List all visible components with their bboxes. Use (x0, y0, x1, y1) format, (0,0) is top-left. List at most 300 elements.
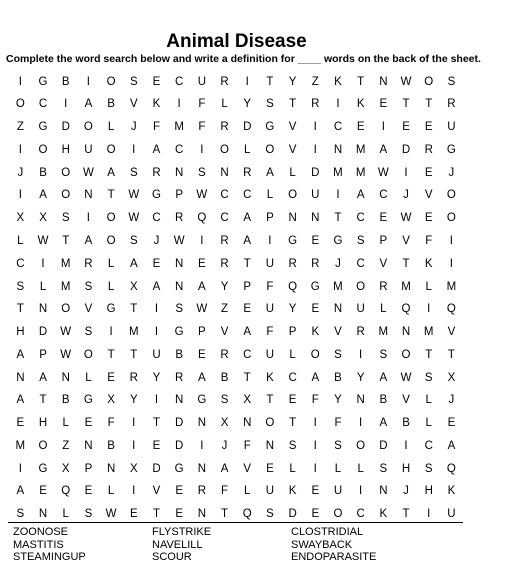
grid-letter: N (84, 439, 93, 452)
grid-letter: R (84, 257, 93, 270)
grid-letter: T (107, 189, 115, 202)
grid-letter: I (109, 326, 113, 339)
grid-letter: L (380, 303, 387, 316)
grid-letter: U (447, 508, 456, 521)
grid-letter: U (265, 485, 275, 498)
grid-letter: U (84, 143, 93, 156)
grid-letter: O (106, 212, 116, 225)
grid-letter: W (82, 166, 94, 179)
grid-letter: B (107, 439, 115, 452)
grid-letter: N (197, 417, 206, 430)
grid-letter: G (174, 326, 184, 339)
grid-letter: I (336, 189, 340, 202)
grid-letter: V (402, 234, 410, 247)
grid-letter: Y (288, 75, 297, 88)
grid-letter: P (266, 212, 274, 225)
grid-letter: R (311, 98, 320, 111)
grid-letter: I (313, 462, 317, 475)
grid-letter: L (425, 417, 432, 430)
grid-letter: S (334, 348, 342, 361)
grid-letter: S (61, 212, 70, 225)
grid-letter: H (61, 143, 70, 156)
grid-letter: E (129, 508, 138, 521)
grid-letter: W (128, 189, 140, 202)
grid-letter: E (243, 303, 252, 316)
grid-letter: L (357, 462, 364, 475)
grid-letter: N (38, 508, 48, 521)
grid-letter: I (200, 439, 204, 452)
grid-letter: X (129, 280, 138, 293)
grid-letter: S (379, 348, 388, 361)
grid-letter: N (401, 326, 411, 339)
word-list-item: STEAMINGUP (13, 551, 86, 563)
grid-letter: I (18, 462, 22, 475)
grid-letter: A (198, 371, 206, 384)
grid-letter: T (152, 508, 160, 521)
grid-letter: T (130, 303, 138, 316)
grid-letter: B (220, 371, 229, 384)
grid-letter: N (106, 462, 116, 475)
grid-letter: L (107, 485, 115, 498)
grid-letter: S (447, 75, 456, 88)
word-list (13, 526, 473, 564)
grid-letter: G (446, 143, 456, 156)
grid-letter: E (424, 166, 433, 179)
grid-letter: K (424, 257, 433, 270)
grid-letter: Z (62, 439, 70, 452)
grid-letter: I (245, 75, 249, 88)
grid-letter: S (16, 280, 25, 293)
grid-letter: J (17, 166, 24, 179)
grid-letter: L (425, 394, 432, 407)
grid-letter: C (424, 439, 433, 452)
grid-letter: X (107, 394, 115, 407)
grid-letter: E (39, 485, 47, 498)
grid-letter: D (38, 326, 48, 339)
grid-letter: O (83, 348, 93, 361)
grid-letter: E (402, 121, 410, 134)
grid-letter: O (220, 143, 229, 156)
grid-letter: D (243, 121, 252, 134)
grid-letter: R (220, 75, 229, 88)
grid-letter: X (129, 462, 138, 475)
grid-letter: N (38, 303, 48, 316)
grid-letter: I (200, 234, 204, 247)
grid-letter: N (333, 143, 343, 156)
grid-letter: G (288, 234, 298, 247)
grid-letter: J (335, 257, 341, 270)
grid-letter: L (244, 143, 251, 156)
grid-letter: S (334, 439, 342, 452)
grid-letter: N (197, 462, 206, 475)
grid-letter: E (311, 234, 320, 247)
grid-letter: Y (243, 98, 252, 111)
grid-letter: R (220, 234, 229, 247)
grid-letter: Y (152, 371, 161, 384)
grid-letter: L (107, 121, 115, 134)
grid-letter: A (39, 371, 47, 384)
grid-letter: V (129, 98, 138, 111)
grid-letter: R (220, 257, 229, 270)
grid-letter: O (356, 280, 366, 293)
grid-letter: F (334, 417, 342, 430)
grid-letter: S (84, 280, 93, 293)
grid-letter: W (37, 234, 49, 247)
grid-letter: J (403, 189, 409, 202)
grid-letter: A (379, 417, 388, 430)
grid-letter: M (446, 280, 457, 293)
grid-letter: A (152, 280, 161, 293)
grid-letter: M (174, 121, 184, 134)
grid-letter: W (377, 166, 389, 179)
grid-letter: C (220, 212, 229, 225)
grid-letter: B (39, 166, 47, 179)
grid-letter: O (38, 143, 48, 156)
grid-letter: I (18, 143, 22, 156)
grid-letter: G (106, 303, 116, 316)
grid-letter: N (175, 166, 184, 179)
grid-letter: I (154, 303, 159, 316)
grid-letter: V (243, 462, 252, 475)
grid-letter: W (400, 212, 412, 225)
grid-letter: N (84, 189, 93, 202)
grid-letter: J (403, 485, 409, 498)
grid-letter: H (424, 485, 433, 498)
grid-letter: E (198, 257, 206, 270)
grid-letter: N (175, 280, 184, 293)
grid-letter: O (61, 189, 71, 202)
grid-letter: W (128, 212, 140, 225)
grid-letter: V (447, 326, 456, 339)
grid-letter: Z (311, 75, 319, 88)
grid-letter: V (424, 189, 433, 202)
grid-letter: Z (221, 303, 229, 316)
grid-letter: E (175, 485, 183, 498)
grid-letter: I (41, 257, 45, 270)
grid-letter: R (243, 166, 252, 179)
grid-letter: F (243, 439, 251, 452)
grid-letter: V (220, 326, 229, 339)
grid-letter: T (289, 98, 297, 111)
grid-letter: T (357, 75, 365, 88)
grid-letter: C (356, 257, 365, 270)
grid-letter: Q (288, 280, 298, 293)
grid-letter: A (220, 462, 229, 475)
grid-letter: A (152, 143, 161, 156)
grid-letter: C (16, 257, 25, 270)
grid-letter: A (16, 485, 25, 498)
grid-letter: I (154, 394, 159, 407)
grid-letter: D (379, 439, 388, 452)
grid-letter: A (84, 234, 93, 247)
grid-letter: I (132, 417, 136, 430)
grid-letter: I (313, 143, 317, 156)
page-title: Animal Disease (166, 31, 307, 52)
grid-letter: U (356, 303, 365, 316)
grid-letter: P (84, 462, 93, 475)
grid-letter: F (152, 121, 160, 134)
grid-letter: A (311, 371, 320, 384)
grid-letter: T (266, 75, 274, 88)
grid-letter: U (197, 75, 206, 88)
word-list-item: ENDOPARASITE (291, 551, 377, 563)
grid-letter: A (447, 439, 456, 452)
grid-letter: M (15, 439, 26, 452)
grid-letter: S (16, 508, 25, 521)
grid-letter: A (84, 98, 93, 111)
grid-letter: I (313, 121, 317, 134)
grid-letter: N (379, 75, 388, 88)
grid-letter: L (17, 234, 24, 247)
grid-letter: T (425, 348, 433, 361)
grid-letter: O (288, 189, 298, 202)
grid-letter: U (447, 121, 456, 134)
grid-letter: T (243, 371, 251, 384)
grid-letter: N (243, 417, 252, 430)
grid-letter: G (265, 121, 275, 134)
grid-letter: M (423, 326, 434, 339)
grid-letter: A (129, 257, 138, 270)
grid-letter: S (84, 508, 93, 521)
grid-letter: U (265, 303, 275, 316)
grid-letter: R (379, 280, 388, 293)
grid-letter: M (401, 280, 411, 293)
grid-letter: F (221, 485, 229, 498)
grid-letter: K (152, 98, 161, 111)
grid-letter: O (265, 143, 275, 156)
grid-letter: E (356, 121, 365, 134)
grid-letter: E (379, 212, 388, 225)
grid-letter: S (175, 303, 183, 316)
grid-letter: R (175, 212, 184, 225)
grid-letter: R (152, 166, 161, 179)
grid-letter: L (62, 508, 69, 521)
grid-letter: D (311, 166, 320, 179)
grid-letter: K (266, 371, 274, 384)
grid-letter: N (175, 257, 184, 270)
grid-letter: I (177, 98, 181, 111)
grid-letter: O (333, 508, 343, 521)
grid-letter: F (107, 417, 115, 430)
grid-letter: E (84, 485, 93, 498)
grid-letter: Y (334, 394, 342, 407)
grid-letter: F (266, 280, 274, 293)
grid-letter: C (243, 189, 252, 202)
word-list-item: MASTITIS (13, 538, 64, 551)
grid-letter: O (106, 234, 116, 247)
grid-letter: G (174, 462, 184, 475)
grid-letter: P (243, 280, 252, 293)
grid-letter: O (401, 348, 411, 361)
grid-letter: A (39, 189, 47, 202)
grid-letter: K (379, 508, 388, 521)
grid-letter: N (16, 371, 25, 384)
grid-letter: T (425, 98, 433, 111)
grid-letter: O (106, 143, 116, 156)
grid-letter: X (447, 371, 456, 384)
grid-letter: L (107, 280, 115, 293)
grid-letter: S (424, 371, 433, 384)
grid-letter: G (197, 394, 207, 407)
grid-letter: X (243, 394, 252, 407)
grid-letter: A (356, 189, 365, 202)
grid-letter: W (60, 326, 72, 339)
grid-letter: J (221, 439, 228, 452)
grid-letter: S (84, 326, 93, 339)
grid-letter: H (401, 462, 411, 475)
grid-letter: Q (446, 462, 456, 475)
grid-letter: Q (61, 485, 71, 498)
grid-letter: B (61, 394, 70, 407)
grid-letter: U (333, 485, 343, 498)
grid-letter: S (220, 394, 229, 407)
grid-letter: A (243, 234, 252, 247)
grid-letter: L (425, 280, 432, 293)
grid-letter: X (16, 212, 25, 225)
grid-letter: E (424, 212, 433, 225)
word-list-item: FLYSTRIKE (152, 526, 212, 538)
grid-letter: J (448, 166, 455, 179)
word-list-item: SCOUR (152, 551, 192, 563)
grid-letter: D (61, 121, 70, 134)
grid-letter: A (198, 280, 206, 293)
grid-letter: P (39, 348, 47, 361)
grid-letter: I (359, 348, 363, 361)
grid-letter: I (449, 257, 453, 270)
grid-letter: J (153, 234, 160, 247)
grid-letter: K (356, 98, 365, 111)
grid-letter: U (265, 348, 275, 361)
grid-letter: T (402, 257, 410, 270)
grid-letter: O (106, 75, 116, 88)
grid-letter: A (243, 326, 252, 339)
grid-letter: Y (220, 280, 229, 293)
grid-letter: G (333, 234, 343, 247)
grid-letter: A (243, 212, 252, 225)
grid-letter: J (448, 394, 455, 407)
grid-letter: I (336, 98, 340, 111)
grid-letter: W (196, 303, 208, 316)
grid-letter: N (175, 394, 184, 407)
grid-letter: C (175, 143, 184, 156)
grid-letter: E (107, 371, 115, 384)
grid-letter: A (379, 143, 388, 156)
grid-letter: N (311, 212, 320, 225)
grid-letter: C (333, 121, 343, 134)
grid-letter: T (221, 508, 229, 521)
grid-letter: Q (401, 303, 411, 316)
grid-letter: L (107, 257, 115, 270)
grid-letter: N (379, 485, 388, 498)
grid-letter: A (379, 371, 388, 384)
grid-letter: V (84, 303, 93, 316)
grid-letter: N (197, 508, 206, 521)
grid-letter: I (132, 485, 136, 498)
grid-letter: I (359, 417, 363, 430)
grid-letter: E (288, 394, 297, 407)
grid-letter: C (356, 212, 365, 225)
grid-letter: L (221, 98, 228, 111)
grid-letter: P (175, 189, 183, 202)
grid-letter: T (107, 348, 115, 361)
grid-letter: S (198, 166, 206, 179)
grid-letter: E (16, 417, 25, 430)
grid-letter: A (16, 348, 25, 361)
word-list-item: SWAYBACK (291, 538, 353, 551)
grid-letter: R (424, 143, 433, 156)
grid-letter: D (175, 417, 184, 430)
grid-letter: I (404, 439, 408, 452)
grid-letter: S (266, 508, 274, 521)
grid-letter: D (288, 508, 297, 521)
grid-letter: I (64, 98, 68, 111)
grid-letter: U (311, 189, 320, 202)
grid-letter: W (173, 234, 185, 247)
grid-letter: G (151, 189, 161, 202)
grid-letter: N (356, 394, 365, 407)
grid-letter: V (334, 326, 342, 339)
grid-letter: M (333, 166, 343, 179)
grid-letter: K (447, 485, 456, 498)
grid-letter: O (424, 75, 434, 88)
grid-letter: L (289, 462, 296, 475)
grid-letter: V (152, 485, 161, 498)
grid-letter: N (288, 212, 297, 225)
grid-letter: E (447, 417, 456, 430)
grid-letter: F (311, 394, 319, 407)
grid-letter: F (198, 121, 206, 134)
grid-letter: O (356, 439, 366, 452)
grid-letter: X (39, 212, 47, 225)
grid-letter: W (60, 348, 72, 361)
grid-letter: Q (242, 508, 252, 521)
grid-letter: C (220, 189, 229, 202)
grid-letter: L (62, 417, 69, 430)
grid-letter: E (175, 508, 183, 521)
grid-letter: R (288, 257, 297, 270)
grid-letter: N (220, 166, 229, 179)
word-list-item: NAVELILL (152, 538, 203, 551)
grid-letter: I (381, 121, 385, 134)
grid-letter: I (449, 234, 453, 247)
grid-letter: W (196, 189, 208, 202)
grid-letter: O (83, 121, 93, 134)
grid-letter: E (311, 303, 320, 316)
grid-letter: T (289, 417, 297, 430)
grid-letter: A (266, 166, 274, 179)
grid-letter: V (379, 257, 388, 270)
grid-letter: I (132, 439, 136, 452)
grid-letter: S (379, 462, 388, 475)
grid-letter: T (16, 303, 24, 316)
word-list-item: CLOSTRIDIAL (291, 526, 364, 538)
grid-letter: C (38, 98, 48, 111)
grid-letter: C (152, 212, 161, 225)
grid-letter: D (152, 462, 161, 475)
grid-letter: I (132, 143, 136, 156)
word-list-item: ZOONOSE (13, 526, 69, 538)
instructions: Complete the word search below and write a definition for ____ words on the back of the sheet. (6, 53, 481, 65)
grid-letter: O (310, 348, 320, 361)
grid-letter: B (107, 98, 115, 111)
grid-letter: Q (446, 303, 456, 316)
grid-letter: L (85, 371, 92, 384)
grid-letter: L (244, 485, 251, 498)
grid-letter: I (359, 485, 363, 498)
grid-letter: O (61, 166, 71, 179)
word-list-divider (8, 522, 463, 523)
grid-letter: M (355, 166, 366, 179)
